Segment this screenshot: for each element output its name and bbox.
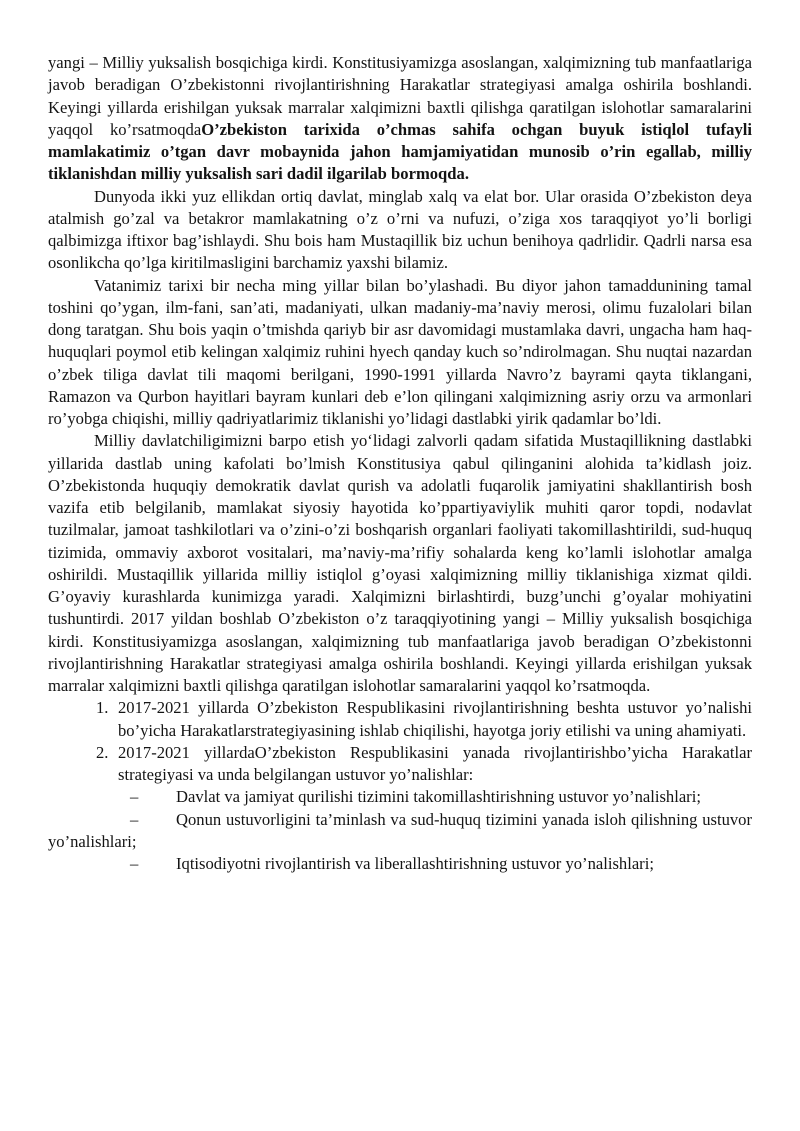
dash-bullet: – [130, 787, 139, 807]
dash-list-item [48, 786, 752, 808]
document-page [48, 52, 752, 875]
dash-bullet: – [130, 854, 139, 873]
numbered-list [48, 697, 752, 786]
paragraph-1-text: yangi – Milliy yuksalish bosqichiga kirdi. Konstitusiyamizga asoslangan, xalqimizning tub manfaatlariga javob beradigan O’zbekistonni rivojlantirishning Harakatlar strategiyasi amalga oshirila boshlandi. Keyingi yillarda erishilgan yuksak marralar xalqimizni baxtli qilishga qaratilgan islohotlar samaralarini yaqqol ko’rsatmoqda [48, 53, 752, 139]
list-item: 2017-2021 yillardaO’zbekiston Respublikasini yanada rivojlantirishbo’yicha Harakatlar strategiyasi va unda belgilangan ustuvor yo’nalishlar: [118, 742, 752, 784]
dash-list-item [48, 809, 752, 854]
dash-list-item [48, 853, 752, 875]
paragraph-1-bold-text: O’zbekiston tarixida o’chmas sahifa ochgan buyuk istiqlol tufayli mamlakatimiz o’tgan davr mobaynida jahon hamjamiyatidan munosib o’rin egallab, milliy tiklanishdan milliy yuksalish sari dadil ilgarilab bormoqda. [48, 119, 752, 184]
list-item: 2017-2021 yillarda O’zbekiston Respublikasini rivojlantirishning beshta ustuvor yo’nalishi bo’yicha Harakatlarstrategiyasining ishlab chiqilishi, hayotga joriy etilishi va uning ahamiyati. [118, 698, 752, 740]
dash-list-item-text: Davlat va jamiyat qurilishi tizimini takomillashtirishning ustuvor yo’nalishlari; [176, 787, 701, 807]
paragraph-2: Dunyoda ikki yuz ellikdan ortiq davlat, minglab xalq va elat bor. Ular orasida O’zbekiston deya atalmish go’zal va betakror mamlakatning o’z o’rni va nufuzi, o’ziga xos taraqqiyot yo’li borligi qalbimizga iftixor bag’ishlaydi. Shu bois ham Mustaqillik biz uchun benihoya qadrlidir. Qadrli narsa esa osonlikcha qo’lga kiritilmasligini barchamiz yaxshi bilamiz. [48, 186, 752, 273]
dash-bullet: – [130, 809, 139, 829]
paragraph-3: Vatanimiz tarixi bir necha ming yillar bilan bo’ylashadi. Bu diyor jahon tamaddunining tamal toshini qo’ygan, ilm-fani, san’ati, madaniyati, ulkan madaniy-ma’naviy merosi, olimu fuzalolari bilan dong taratgan. Shu bois yaqin o’tmishda qariyb bir asr davomidagi mustamlaka davri, ungacha ham haq-huquqlari poymol etib kelingan xalqimiz ruhini hyech qanday kuch so’ndirolmagan. Shu nuqtai nazardan o’zbek tiliga davlat tili maqomi berilgani, 1990-1991 yillarda Navro’z bayrami qayta tiklangani, Ramazon va Qurbon hayitlari bayram kunlari deb e’lon qilingani xalqimizning asriy orzu va armonlari ro’yobga chiqishi, milliy qadriyatlarimiz tiklanishi yo’lidagi dastlabki yirik qadamlar bo’ldi. [48, 275, 752, 428]
paragraph-1 [48, 52, 752, 186]
paragraph-4: Milliy davlatchiligimizni barpo etish yo‘lidagi zalvorli qadam sifatida Mustaqillikning dastlabki yillarida dastlab uning kafolati bo’lmish Konstitusiya qabul qilinganini alohida ta’kidlash joiz. O’zbekistonda huquqiy demokratik davlat qurish va adolatli fuqarolik jamiyatini shakllantirish bosh vazifa etib belgilanib, mamlakat siyosiy hayotida ko’ppartiyaviylik muhiti qaror topdi, nodavlat tuzilmalar, jamoat tashkilotlari va o’zini-o’zi boshqarish organlari faoliyati takomillashtirildi, sud-huquq tizimida, ommaviy axborot vositalari, ma’naviy-ma’rifiy sohalarda keng ko’lamli islohotlar amalga oshirildi. Mustaqillik yillarida milliy istiqlol g’oyasi xalqimizning milliy tiklanishiga xizmat qildi. G’oyaviy kurashlarda kunimizga yaradi. Xalqimizni birlashtirdi, buzg’unchi g’oyalar mohiyatini tushuntirdi. 2017 yildan boshlab O’zbekiston o’z taraqqiyotining yangi – Milliy yuksalish bosqichiga kirdi. Konstitusiyamizga asoslangan, xalqimizning tub manfaatlariga javob beradigan O’zbekistonni rivojlantirishning Harakatlar strategiyasi amalga oshirila boshlandi. Keyingi yillarda erishilgan yuksak marralar xalqimizni baxtli qilishga qaratilgan islohotlar samaralarini yaqqol ko’rsatmoqda. [48, 431, 752, 695]
dash-list-item-text: Qonun ustuvorligini ta’minlash va sud-huquq tizimini yanada isloh qilishning ustuvor yo’nalishlari; [48, 809, 752, 851]
dash-list-item-text: Iqtisodiyotni rivojlantirish va liberallashtirishning ustuvor yo’nalishlari; [176, 854, 654, 873]
